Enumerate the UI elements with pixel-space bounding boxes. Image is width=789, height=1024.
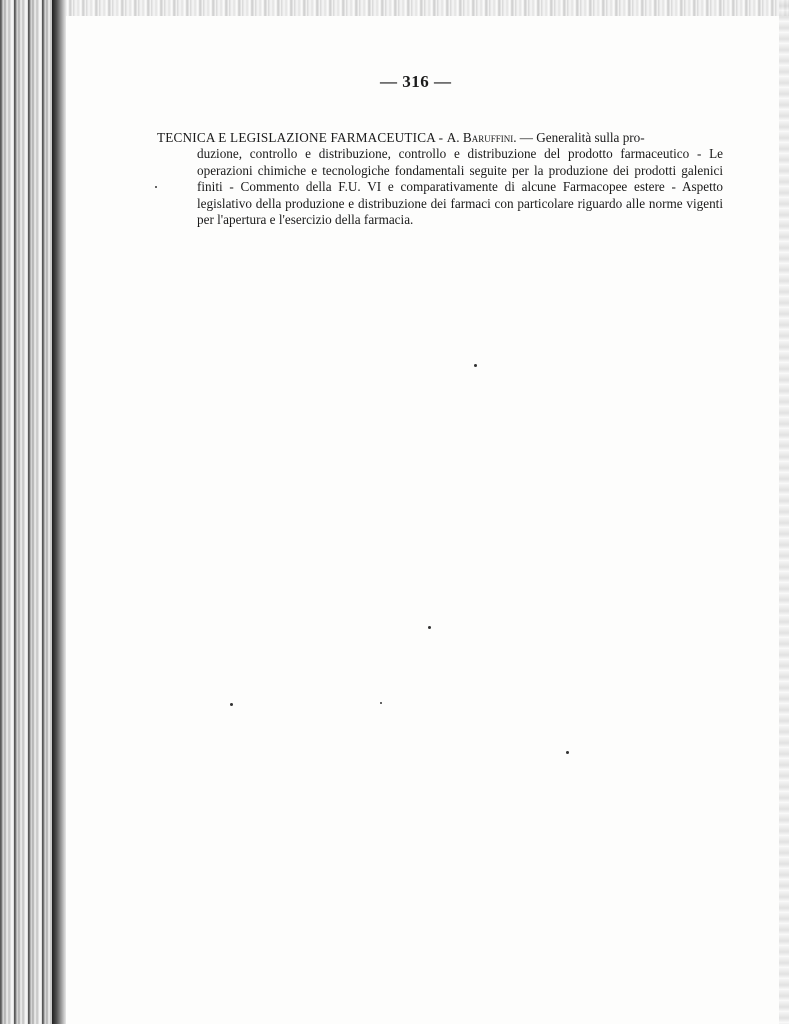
page-number: — 316 — <box>380 72 452 91</box>
scan-edge-right <box>779 0 789 1024</box>
scan-speck <box>155 186 157 188</box>
scan-speck <box>230 703 233 706</box>
entry-lead: — Generalità sulla pro- <box>516 130 645 145</box>
scan-noise-top <box>60 0 789 16</box>
scan-speck <box>566 751 569 754</box>
entry-body: duzione, controllo e distribuzione, controllo e distribuzione del prodotto farmaceutico - Le operazioni chimiche e tecnologiche fondamentali seguite per la produzione dei prodotti galenici finiti - Commento della F.U. VI e comparativamente di alcune Farmacopee estere - Aspetto legislativo della produzione e distribuzione dei farmaci con particolare riguardo alle norme vigenti per l'apertura e l'esercizio della farmacia. <box>197 146 723 228</box>
entry-author: A. Baruffini. <box>446 130 517 145</box>
scan-speck <box>474 364 477 367</box>
course-entry <box>157 130 723 228</box>
binding-shadow <box>52 0 66 1024</box>
scan-speck <box>380 702 382 704</box>
scan-speck <box>428 626 431 629</box>
entry-subject: TECNICA E LEGISLAZIONE FARMACEUTICA - <box>157 130 447 145</box>
